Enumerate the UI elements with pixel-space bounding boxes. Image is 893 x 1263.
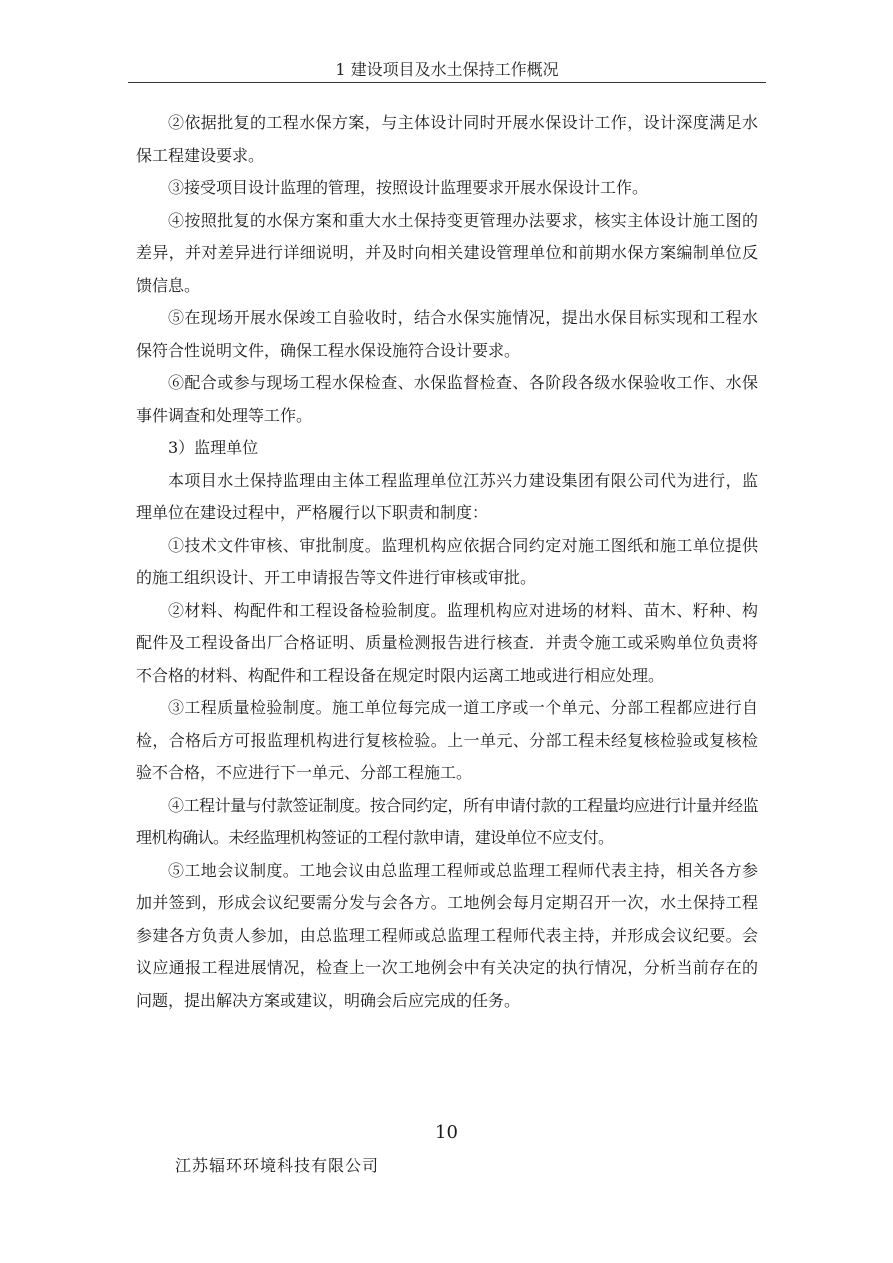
running-header-title: 1 建设项目及水土保持工作概况 [335, 60, 559, 79]
paragraph-design-3: ③接受项目设计监理的管理，按照设计监理要求开展水保设计工作。 [168, 178, 649, 197]
paragraph-design-5: ⑤在现场开展水保竣工自验收时，结合水保实施情况，提出水保目标实现和工程水保符合性说明文件，确保工程水保设施符合设计要求。 [136, 308, 758, 360]
paragraph-supervision-2: ②材料、构配件和工程设备检验制度。监理机构应对进场的材料、苗木、籽种、构配件及工程设备出厂合格证明、质量检测报告进行核查．并责令施工或采购单位负责将不合格的材料、构配件和工程设备在规定时限内运离工地或进行相应处理。 [136, 600, 758, 685]
paragraph-design-4: ④按照批复的水保方案和重大水土保持变更管理办法要求，核实主体设计施工图的差异，并对差异进行详细说明，并及时向相关建设管理单位和前期水保方案编制单位反馈信息。 [136, 210, 758, 295]
page-body [136, 107, 758, 1017]
page-number: 10 [435, 1122, 458, 1143]
paragraph-design-2: ②依据批复的工程水保方案，与主体设计同时开展水保设计工作，设计深度满足水保工程建设要求。 [136, 113, 758, 165]
paragraph-supervision-3: ③工程质量检验制度。施工单位每完成一道工序或一个单元、分部工程都应进行自检，合格后方可报监理机构进行复核检验。上一单元、分部工程未经复核检验或复核检验不合格，不应进行下一单元、分部工程施工。 [136, 698, 758, 782]
paragraph-supervision-4: ④工程计量与付款签证制度。按合同约定，所有申请付款的工程量均应进行计量并经监理机构确认。未经监理机构签证的工程付款申请，建设单位不应支付。 [136, 795, 758, 847]
section-heading-supervision: 3）监理单位 [168, 438, 259, 457]
paragraph-supervision-1: ①技术文件审核、审批制度。监理机构应依据合同约定对施工图纸和施工单位提供的施工组织设计、开工申请报告等文件进行审核或审批。 [136, 535, 758, 587]
header-divider [128, 82, 766, 83]
footer-company-name: 江苏辐环环境科技有限公司 [175, 1156, 380, 1175]
paragraph-design-6: ⑥配合或参与现场工程水保检查、水保监督检查、各阶段各级水保验收工作、水保事件调查和处理等工作。 [136, 373, 758, 425]
paragraph-supervision-5: ⑤工地会议制度。工地会议由总监理工程师或总监理工程师代表主持，相关各方参加并签到，形成会议纪要需分发与会各方。工地例会每月定期召开一次，水土保持工程参建各方负责人参加，由总监理工程师或总监理工程师代表主持，并形成会议纪要。会议应通报工程进展情况，检查上一次工地例会中有关决定的执行情况，分析当前存在的问题，提出解决方案或建议，明确会后应完成的任务。 [136, 860, 758, 1010]
paragraph-supervision-intro: 本项目水土保持监理由主体工程监理单位江苏兴力建设集团有限公司代为进行，监理单位在建设过程中，严格履行以下职责和制度： [136, 470, 758, 522]
